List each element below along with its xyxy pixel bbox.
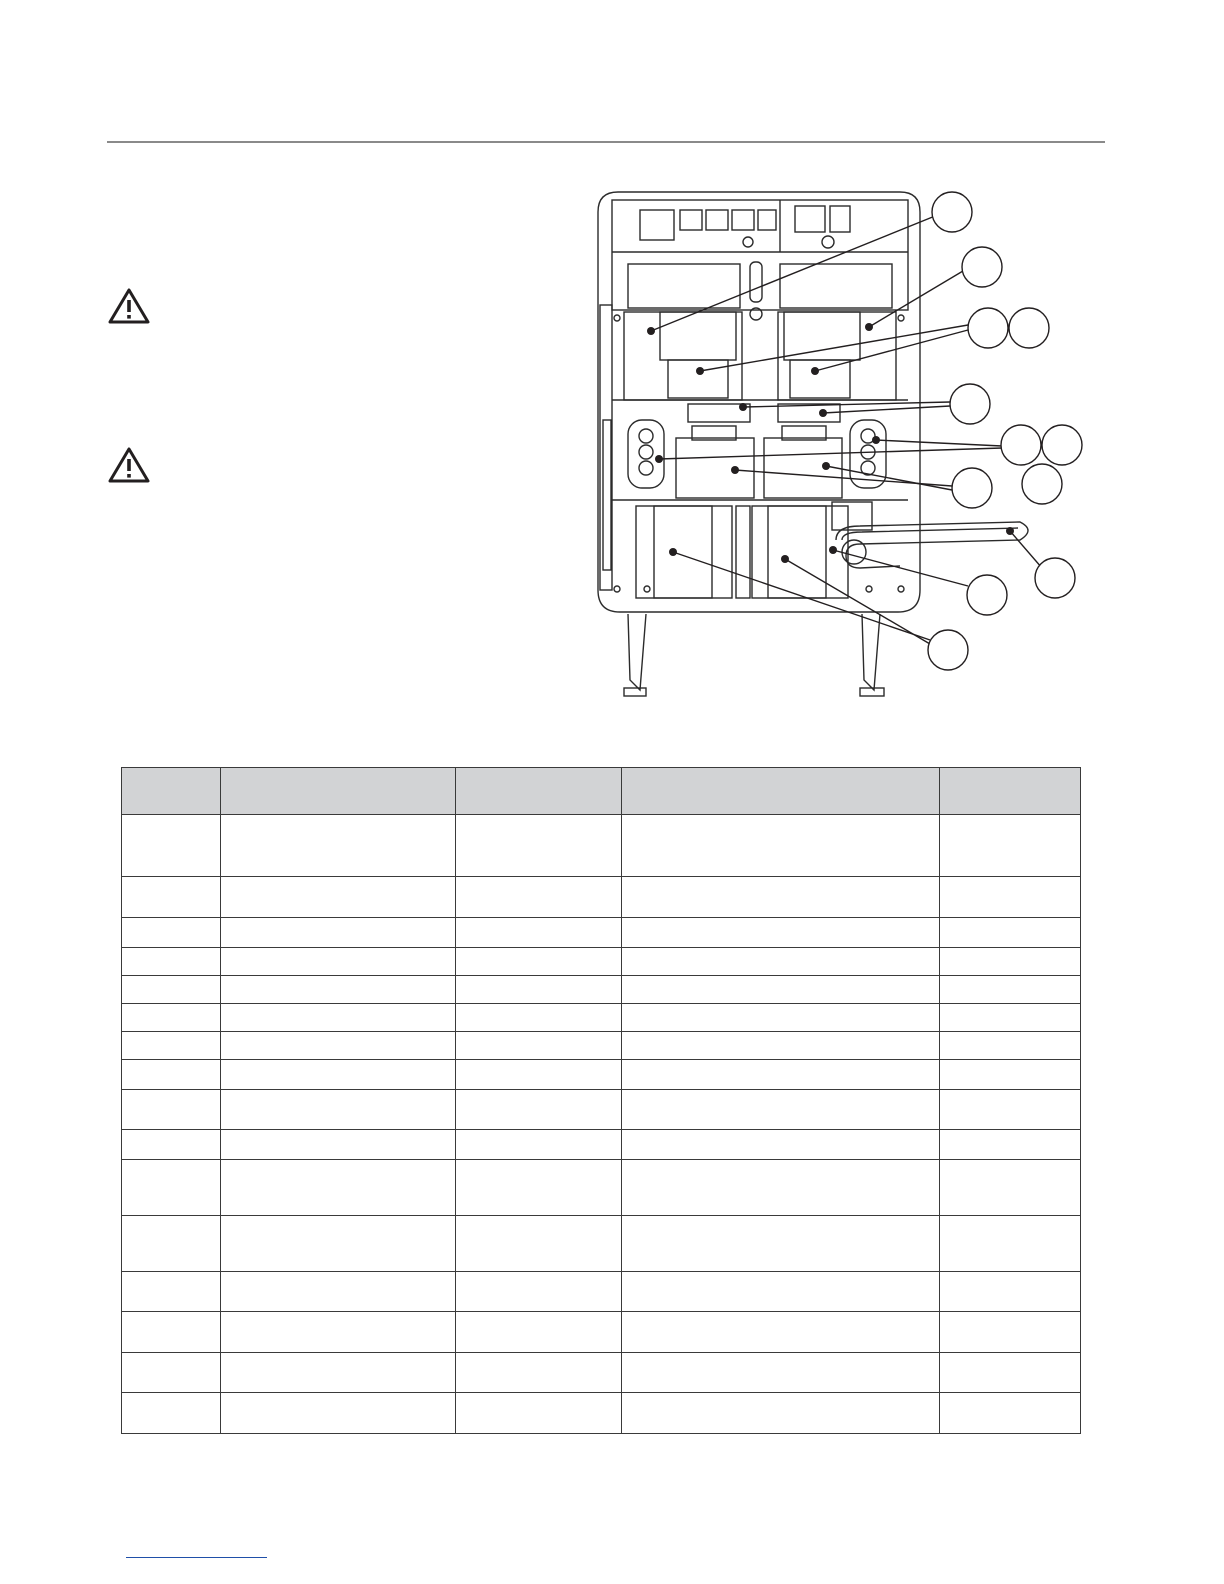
table-cell — [940, 1004, 1081, 1032]
table-cell — [456, 976, 622, 1004]
table-cell — [940, 1130, 1081, 1160]
table-row — [122, 877, 1081, 918]
table-cell — [456, 948, 622, 976]
table-cell — [622, 1393, 940, 1434]
table-row — [122, 1032, 1081, 1060]
table-row — [122, 815, 1081, 877]
table-cell — [622, 1160, 940, 1216]
table-cell — [940, 976, 1081, 1004]
table-cell — [122, 815, 221, 877]
parts-table — [121, 767, 1081, 1434]
table-cell — [122, 1312, 221, 1353]
table-cell — [456, 1032, 622, 1060]
table-cell — [456, 1393, 622, 1434]
table-cell — [221, 1312, 456, 1353]
table-cell — [940, 918, 1081, 948]
table-row — [122, 1060, 1081, 1090]
table-cell — [940, 1032, 1081, 1060]
footer-link[interactable] — [126, 1557, 267, 1558]
table-cell — [221, 1130, 456, 1160]
table-header-cell — [221, 768, 456, 815]
table-cell — [940, 1160, 1081, 1216]
table-cell — [622, 815, 940, 877]
table-cell — [122, 948, 221, 976]
table-cell — [940, 1272, 1081, 1312]
table-cell — [456, 1060, 622, 1090]
table-cell — [456, 1090, 622, 1130]
table-cell — [622, 1004, 940, 1032]
table-cell — [221, 815, 456, 877]
table-header-cell — [456, 768, 622, 815]
table-cell — [940, 948, 1081, 976]
table-cell — [940, 1312, 1081, 1353]
table-row — [122, 1090, 1081, 1130]
table-cell — [456, 1216, 622, 1272]
table-cell — [940, 1060, 1081, 1090]
table-cell — [122, 1272, 221, 1312]
table-cell — [221, 1353, 456, 1393]
table-row — [122, 1130, 1081, 1160]
table-cell — [456, 1272, 622, 1312]
table-header-cell — [622, 768, 940, 815]
table-cell — [221, 1393, 456, 1434]
table-cell — [122, 877, 221, 918]
table-cell — [122, 1060, 221, 1090]
table-row — [122, 1160, 1081, 1216]
table-cell — [456, 1004, 622, 1032]
table-cell — [122, 918, 221, 948]
oven-interior-diagram — [585, 180, 1095, 710]
table-cell — [940, 815, 1081, 877]
table-cell — [456, 1160, 622, 1216]
table-header-row — [122, 768, 1081, 815]
table-cell — [940, 1216, 1081, 1272]
table-cell — [622, 1312, 940, 1353]
table-cell — [221, 1004, 456, 1032]
table-cell — [622, 948, 940, 976]
table-cell — [122, 1004, 221, 1032]
table-cell — [221, 1160, 456, 1216]
table-cell — [622, 1130, 940, 1160]
table-row — [122, 1353, 1081, 1393]
table-row — [122, 948, 1081, 976]
table-cell — [456, 1130, 622, 1160]
table-cell — [122, 1090, 221, 1130]
table-cell — [221, 918, 456, 948]
table-cell — [221, 1216, 456, 1272]
warning-icon — [108, 288, 150, 324]
table-cell — [622, 1272, 940, 1312]
table-cell — [940, 877, 1081, 918]
table-cell — [622, 1090, 940, 1130]
table-cell — [456, 1312, 622, 1353]
table-cell — [221, 948, 456, 976]
table-cell — [122, 1393, 221, 1434]
table-cell — [122, 1353, 221, 1393]
table-row — [122, 918, 1081, 948]
table-cell — [221, 1060, 456, 1090]
table-cell — [122, 1160, 221, 1216]
table-cell — [622, 1216, 940, 1272]
table-header-cell — [940, 768, 1081, 815]
table-row — [122, 1312, 1081, 1353]
table-cell — [622, 1353, 940, 1393]
warning-icon — [108, 447, 150, 483]
table-cell — [940, 1393, 1081, 1434]
table-cell — [122, 1216, 221, 1272]
table-cell — [456, 815, 622, 877]
table-cell — [122, 976, 221, 1004]
table-header-cell — [122, 768, 221, 815]
table-cell — [622, 1032, 940, 1060]
table-cell — [221, 1272, 456, 1312]
table-cell — [456, 1353, 622, 1393]
table-cell — [940, 1353, 1081, 1393]
table-cell — [221, 976, 456, 1004]
table-row — [122, 1272, 1081, 1312]
table-cell — [122, 1032, 221, 1060]
table-cell — [221, 1090, 456, 1130]
table-row — [122, 1393, 1081, 1434]
table-cell — [456, 918, 622, 948]
table-cell — [122, 1130, 221, 1160]
table-cell — [622, 918, 940, 948]
header-rule — [107, 141, 1105, 143]
table-row — [122, 1004, 1081, 1032]
table-cell — [940, 1090, 1081, 1130]
table-cell — [221, 1032, 456, 1060]
table-cell — [456, 877, 622, 918]
table-cell — [221, 877, 456, 918]
table-cell — [622, 877, 940, 918]
table-cell — [622, 1060, 940, 1090]
table-row — [122, 1216, 1081, 1272]
table-cell — [622, 976, 940, 1004]
table-row — [122, 976, 1081, 1004]
